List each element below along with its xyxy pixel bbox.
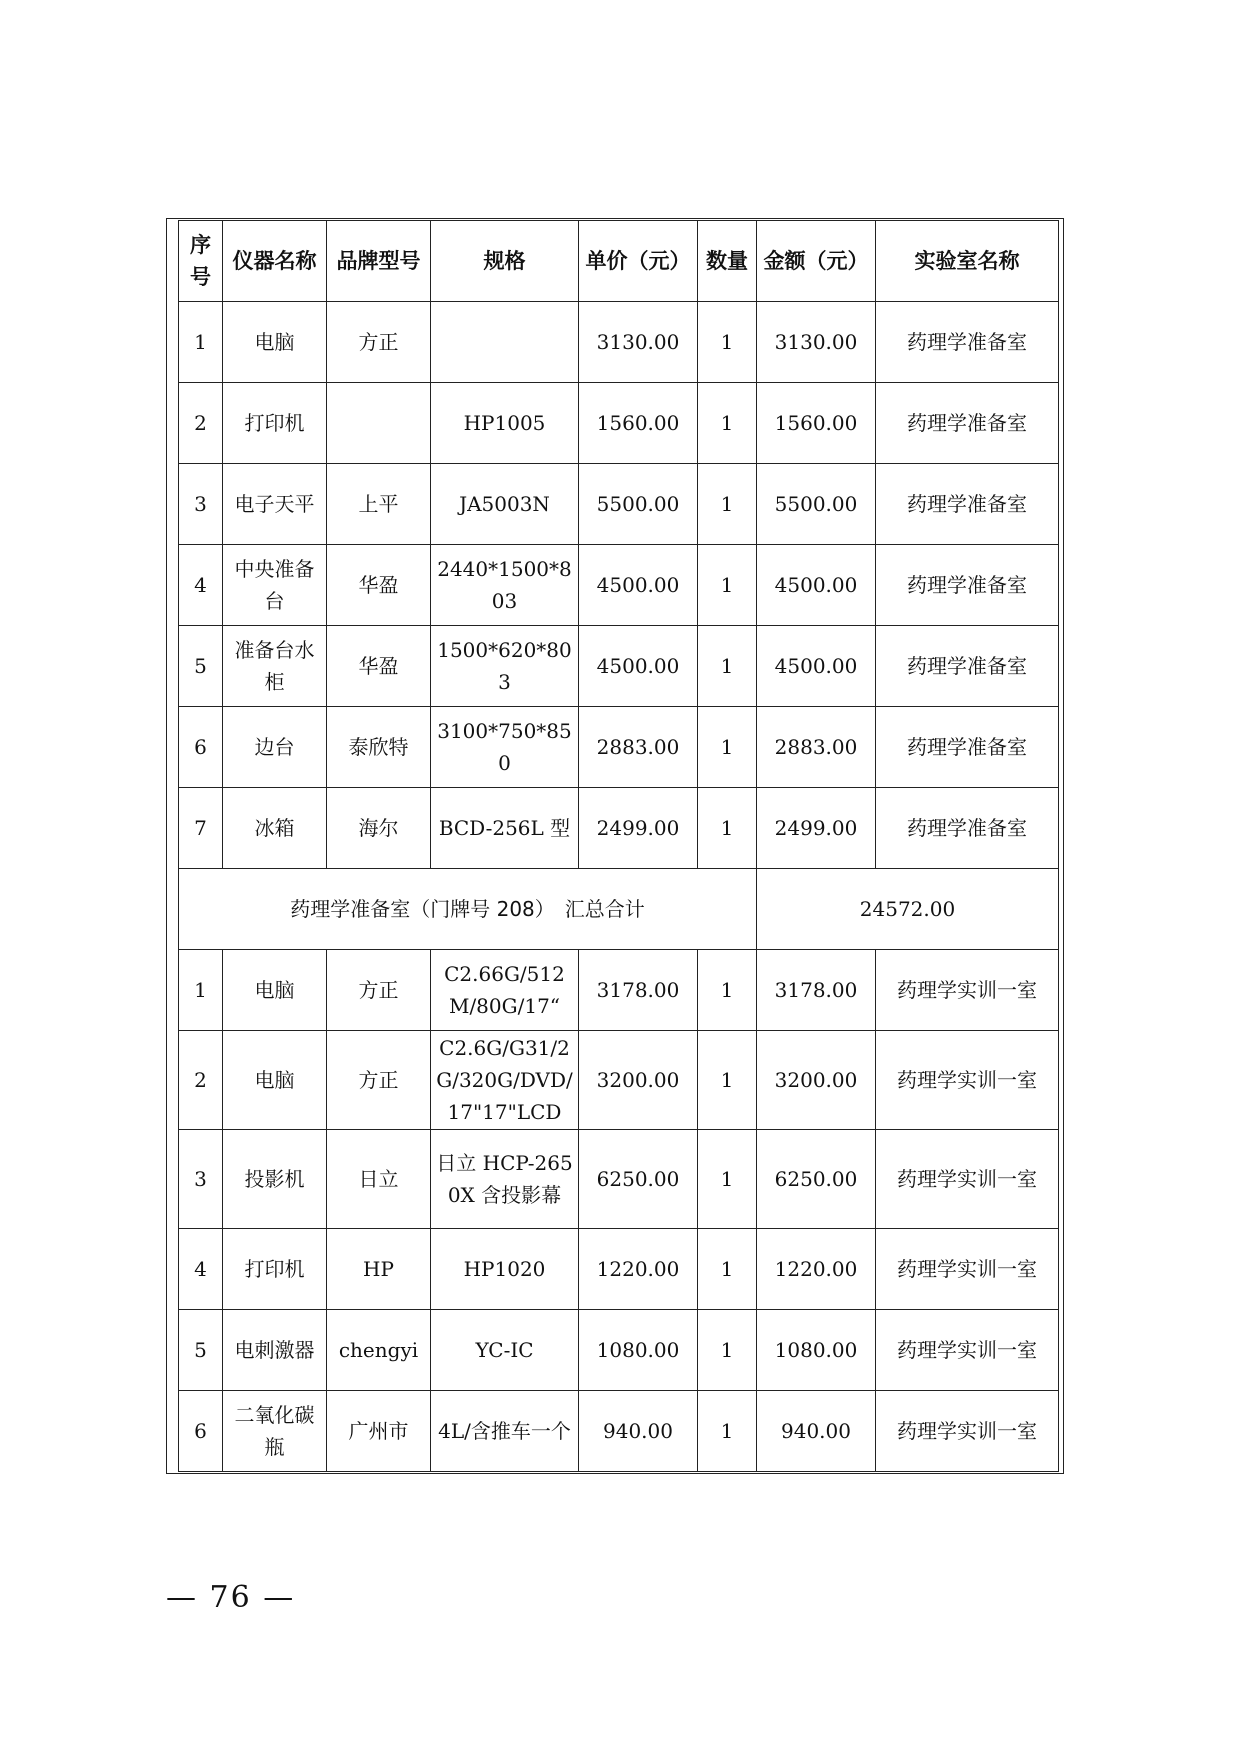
- header-amount: 金额（元）: [757, 221, 876, 302]
- cell-spec: 3100*750*850: [431, 707, 579, 788]
- cell-unit-price: 3200.00: [579, 1031, 698, 1130]
- table-row: [179, 1130, 1059, 1229]
- cell-amount: 2499.00: [757, 788, 876, 869]
- cell-name: 边台: [223, 707, 327, 788]
- cell-brand: 方正: [327, 1031, 431, 1130]
- cell-name: 投影机: [223, 1130, 327, 1229]
- cell-spec: 4L/含推车一个: [431, 1391, 579, 1472]
- cell-qty: 1: [698, 1229, 757, 1310]
- cell-idx: 3: [179, 1130, 223, 1229]
- cell-idx: 1: [179, 302, 223, 383]
- cell-qty: 1: [698, 302, 757, 383]
- cell-lab: 药理学准备室: [876, 302, 1059, 383]
- cell-qty: 1: [698, 1130, 757, 1229]
- cell-idx: 4: [179, 545, 223, 626]
- cell-brand: 华盈: [327, 626, 431, 707]
- cell-idx: 6: [179, 1391, 223, 1472]
- header-spec: 规格: [431, 221, 579, 302]
- cell-name: 准备台水柜: [223, 626, 327, 707]
- cell-spec: JA5003N: [431, 464, 579, 545]
- cell-lab: 药理学准备室: [876, 464, 1059, 545]
- table-row: [179, 464, 1059, 545]
- cell-qty: 1: [698, 707, 757, 788]
- table-row: [179, 626, 1059, 707]
- cell-name: 冰箱: [223, 788, 327, 869]
- cell-spec: [431, 302, 579, 383]
- cell-brand: 方正: [327, 950, 431, 1031]
- cell-name: 电脑: [223, 1031, 327, 1130]
- header-idx: 序号: [179, 221, 223, 302]
- table-row: [179, 707, 1059, 788]
- cell-spec: 1500*620*803: [431, 626, 579, 707]
- cell-name: 打印机: [223, 1229, 327, 1310]
- cell-unit-price: 5500.00: [579, 464, 698, 545]
- cell-brand: 广州市: [327, 1391, 431, 1472]
- cell-lab: 药理学实训一室: [876, 1130, 1059, 1229]
- cell-spec: C2.66G/512M/80G/17“: [431, 950, 579, 1031]
- cell-name: 二氧化碳瓶: [223, 1391, 327, 1472]
- summary-total: 24572.00: [757, 869, 1059, 950]
- cell-unit-price: 2883.00: [579, 707, 698, 788]
- cell-lab: 药理学准备室: [876, 788, 1059, 869]
- cell-spec: YC-IC: [431, 1310, 579, 1391]
- cell-spec: 2440*1500*803: [431, 545, 579, 626]
- summary-label: 药理学准备室（门牌号 208） 汇总合计: [179, 869, 757, 950]
- cell-brand: HP: [327, 1229, 431, 1310]
- cell-lab: 药理学实训一室: [876, 1229, 1059, 1310]
- cell-spec: 日立 HCP-2650X 含投影幕: [431, 1130, 579, 1229]
- cell-amount: 3200.00: [757, 1031, 876, 1130]
- cell-lab: 药理学准备室: [876, 707, 1059, 788]
- cell-lab: 药理学准备室: [876, 545, 1059, 626]
- cell-spec: BCD-256L 型: [431, 788, 579, 869]
- cell-unit-price: 1080.00: [579, 1310, 698, 1391]
- cell-idx: 3: [179, 464, 223, 545]
- header-unit-price: 单价（元）: [579, 221, 698, 302]
- cell-unit-price: 3130.00: [579, 302, 698, 383]
- table-row: [179, 1391, 1059, 1472]
- table-row: [179, 1229, 1059, 1310]
- table-row: [179, 383, 1059, 464]
- cell-amount: 3130.00: [757, 302, 876, 383]
- cell-amount: 4500.00: [757, 545, 876, 626]
- header-lab: 实验室名称: [876, 221, 1059, 302]
- cell-name: 打印机: [223, 383, 327, 464]
- table-row: [179, 788, 1059, 869]
- cell-amount: 3178.00: [757, 950, 876, 1031]
- cell-unit-price: 1220.00: [579, 1229, 698, 1310]
- cell-spec: HP1020: [431, 1229, 579, 1310]
- table-row: [179, 950, 1059, 1031]
- cell-qty: 1: [698, 464, 757, 545]
- cell-brand: 方正: [327, 302, 431, 383]
- cell-idx: 5: [179, 626, 223, 707]
- cell-qty: 1: [698, 1310, 757, 1391]
- cell-name: 电刺激器: [223, 1310, 327, 1391]
- cell-idx: 2: [179, 383, 223, 464]
- table-row: [179, 1310, 1059, 1391]
- cell-unit-price: 2499.00: [579, 788, 698, 869]
- table-header-row: [179, 221, 1059, 302]
- cell-idx: 6: [179, 707, 223, 788]
- cell-qty: 1: [698, 383, 757, 464]
- cell-name: 电子天平: [223, 464, 327, 545]
- cell-qty: 1: [698, 545, 757, 626]
- cell-unit-price: 4500.00: [579, 545, 698, 626]
- cell-spec: C2.6G/G31/2G/320G/DVD/17"17"LCD: [431, 1031, 579, 1130]
- cell-lab: 药理学实训一室: [876, 1031, 1059, 1130]
- cell-amount: 6250.00: [757, 1130, 876, 1229]
- cell-idx: 4: [179, 1229, 223, 1310]
- cell-unit-price: 6250.00: [579, 1130, 698, 1229]
- header-name: 仪器名称: [223, 221, 327, 302]
- cell-lab: 药理学实训一室: [876, 1391, 1059, 1472]
- cell-unit-price: 1560.00: [579, 383, 698, 464]
- cell-spec: HP1005: [431, 383, 579, 464]
- cell-brand: [327, 383, 431, 464]
- table-row: [179, 545, 1059, 626]
- cell-brand: 华盈: [327, 545, 431, 626]
- cell-amount: 4500.00: [757, 626, 876, 707]
- cell-lab: 药理学实训一室: [876, 950, 1059, 1031]
- cell-unit-price: 940.00: [579, 1391, 698, 1472]
- cell-idx: 1: [179, 950, 223, 1031]
- cell-qty: 1: [698, 626, 757, 707]
- cell-brand: chengyi: [327, 1310, 431, 1391]
- cell-brand: 海尔: [327, 788, 431, 869]
- header-brand: 品牌型号: [327, 221, 431, 302]
- cell-amount: 2883.00: [757, 707, 876, 788]
- cell-qty: 1: [698, 1391, 757, 1472]
- cell-amount: 5500.00: [757, 464, 876, 545]
- table-row: [179, 1031, 1059, 1130]
- page-number: — 76 —: [166, 1580, 296, 1615]
- cell-idx: 7: [179, 788, 223, 869]
- header-qty: 数量: [698, 221, 757, 302]
- equipment-table: [178, 220, 1059, 1472]
- cell-brand: 上平: [327, 464, 431, 545]
- cell-idx: 2: [179, 1031, 223, 1130]
- cell-brand: 日立: [327, 1130, 431, 1229]
- cell-idx: 5: [179, 1310, 223, 1391]
- table-row: [179, 302, 1059, 383]
- cell-lab: 药理学准备室: [876, 626, 1059, 707]
- cell-lab: 药理学准备室: [876, 383, 1059, 464]
- cell-amount: 1560.00: [757, 383, 876, 464]
- cell-qty: 1: [698, 950, 757, 1031]
- cell-name: 电脑: [223, 302, 327, 383]
- cell-unit-price: 4500.00: [579, 626, 698, 707]
- cell-lab: 药理学实训一室: [876, 1310, 1059, 1391]
- summary-row: [179, 869, 1059, 950]
- cell-amount: 1220.00: [757, 1229, 876, 1310]
- cell-amount: 940.00: [757, 1391, 876, 1472]
- cell-amount: 1080.00: [757, 1310, 876, 1391]
- cell-name: 中央准备台: [223, 545, 327, 626]
- cell-name: 电脑: [223, 950, 327, 1031]
- cell-unit-price: 3178.00: [579, 950, 698, 1031]
- cell-qty: 1: [698, 1031, 757, 1130]
- cell-brand: 泰欣特: [327, 707, 431, 788]
- cell-qty: 1: [698, 788, 757, 869]
